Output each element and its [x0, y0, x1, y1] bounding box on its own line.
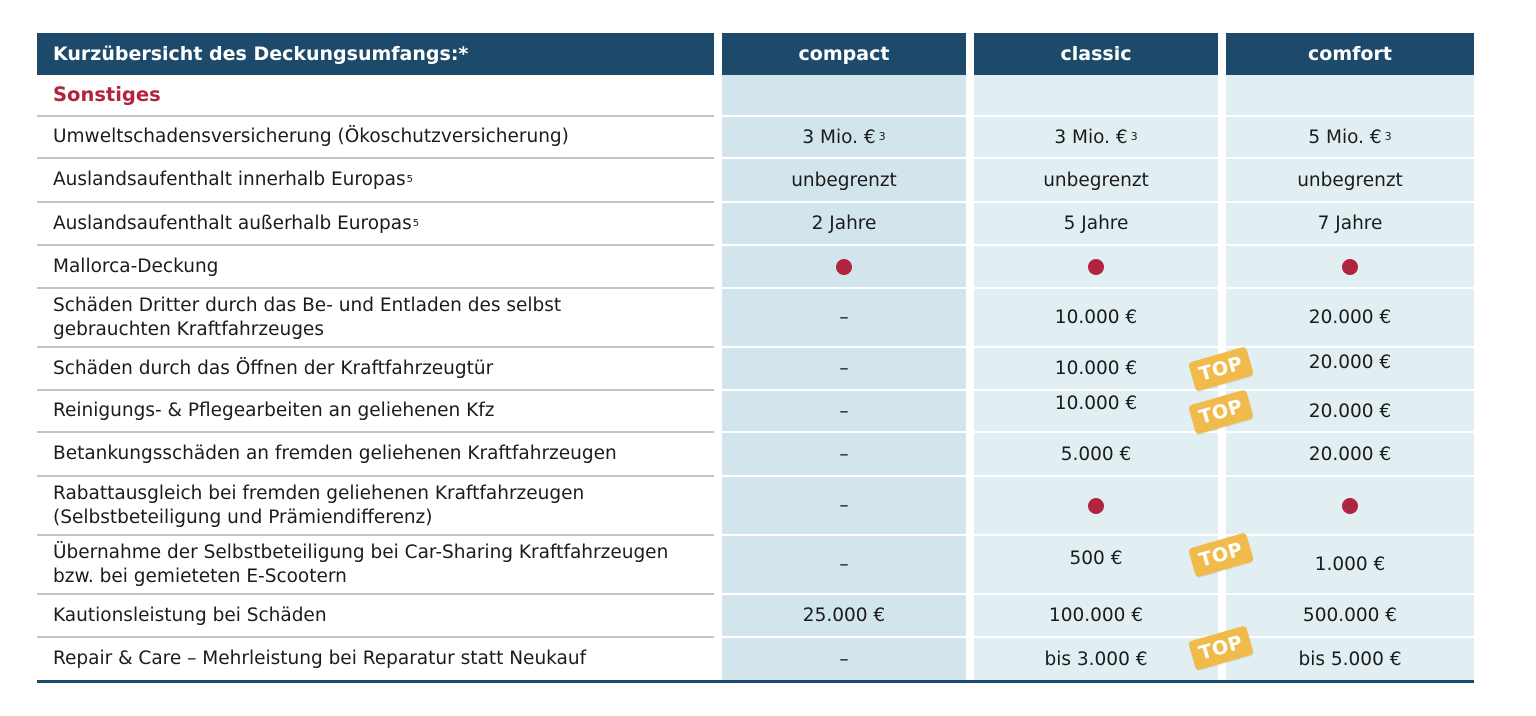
cell-classic: 10.000 €: [1054, 393, 1138, 414]
row-label: Schäden durch das Öffnen der Kraftfahrzeugtür: [53, 357, 494, 379]
table-row: [37, 159, 1474, 201]
cell-compact: 25.000 €: [802, 605, 886, 626]
row-label: [53, 477, 703, 534]
section-title: Sonstiges: [53, 83, 161, 106]
table-row: [37, 638, 1474, 680]
included-dot-icon: [1088, 498, 1104, 514]
row-label: Repair & Care – Mehrleistung bei Reparatur statt Neukauf: [53, 648, 587, 669]
cell-comfort: 20.000 €: [1308, 307, 1392, 328]
cell-comfort: unbegrenzt: [1297, 169, 1403, 191]
top-badge-icon: TOP: [1188, 389, 1254, 434]
cell-compact: –: [839, 648, 849, 670]
plan-header-compact: compact: [722, 33, 966, 75]
cell-classic: 5 Jahre: [1063, 213, 1129, 234]
cell-classic: 100.000 €: [1048, 605, 1144, 626]
cell-comfort: [1226, 477, 1474, 534]
cell-classic: [974, 477, 1218, 534]
row-label: [53, 536, 703, 593]
row-label-text: Auslandsaufenthalt innerhalb Europas: [53, 169, 406, 190]
cell-classic: 500 €: [1069, 548, 1123, 569]
cell-comfort: 20.000 €: [1308, 443, 1392, 465]
table-row: [37, 117, 1474, 157]
cell-compact: –: [839, 307, 849, 328]
cell-comfort: 20.000 €: [1308, 352, 1392, 373]
cell-compact: 3 Mio. € 3: [802, 126, 886, 148]
cell-classic: unbegrenzt: [1043, 169, 1149, 191]
table-row: [37, 289, 1474, 346]
row-label: Kautionsleistung bei Schäden: [53, 604, 327, 626]
top-badge-icon: TOP: [1188, 532, 1254, 577]
table-row: [37, 391, 1474, 431]
cell-classic: 3 Mio. € 3: [1054, 126, 1138, 148]
row-label-line1: Übernahme der Selbstbeteiligung bei Car-Sharing Kraftfahrzeugen: [53, 541, 669, 563]
cell-comfort: 1.000 €: [1314, 554, 1386, 575]
row-label: Mallorca-Deckung: [53, 255, 219, 277]
row-label: Reinigungs- & Pflegearbeiten an geliehenen Kfz: [53, 400, 495, 421]
included-dot-icon: [1342, 259, 1358, 275]
cell-comfort: 20.000 €: [1308, 400, 1392, 422]
cell-compact: –: [839, 495, 849, 516]
plan-header-classic: classic: [974, 33, 1218, 75]
table-row: [37, 595, 1474, 636]
section-row: [37, 75, 1474, 115]
row-label: Umweltschadensversicherung (Ökoschutzversicherung): [53, 126, 569, 147]
table-row: [37, 348, 1474, 389]
cell-value: 3 Mio. €: [1054, 126, 1128, 148]
table-row: [37, 246, 1474, 287]
top-badge-icon: TOP: [1188, 625, 1254, 670]
row-label-line1: Rabattausgleich bei fremden geliehenen Kraftfahrzeugen: [53, 482, 585, 504]
row-label-line1: Schäden Dritter durch das Be- und Entladen des selbst: [53, 294, 562, 316]
cell-compact: –: [839, 358, 849, 379]
cell-compact: 2 Jahre: [811, 213, 877, 234]
cell-classic: 10.000 €: [1054, 358, 1138, 379]
table-row: [37, 536, 1474, 593]
row-label: Auslandsaufenthalt innerhalb Europas 5: [53, 169, 413, 190]
cell-comfort: bis 5.000 €: [1298, 648, 1402, 670]
header-title: Kurzübersicht des Deckungsumfangs:*: [37, 33, 714, 75]
cell-classic: [974, 246, 1218, 287]
cell-compact: –: [839, 400, 849, 422]
table-row: [37, 477, 1474, 534]
row-label-line2: gebrauchten Kraftfahrzeuges: [53, 318, 324, 340]
cell-comfort: 5 Mio. € 3: [1308, 126, 1392, 148]
row-label-line2: bzw. bei gemieteten E-Scootern: [53, 565, 347, 587]
cell-comfort: 7 Jahre: [1317, 213, 1383, 234]
cell-compact: [722, 246, 966, 287]
table-bottom-rule: [37, 680, 1474, 683]
cell-comfort: 500.000 €: [1302, 605, 1398, 626]
row-label-text: Auslandsaufenthalt außerhalb Europas: [53, 212, 412, 234]
table-row: [37, 203, 1474, 244]
row-label: Betankungsschäden an fremden geliehenen Kraftfahrzeugen: [53, 443, 617, 464]
top-badge-icon: TOP: [1188, 346, 1254, 391]
cell-compact: –: [839, 554, 849, 575]
cell-classic: bis 3.000 €: [1044, 648, 1148, 670]
cell-comfort: [1226, 246, 1474, 287]
cell-classic: 5.000 €: [1060, 443, 1132, 465]
cell-compact: unbegrenzt: [791, 169, 897, 191]
cell-compact: –: [839, 443, 849, 465]
row-label-line2: (Selbstbeteiligung und Prämiendifferenz): [53, 506, 433, 528]
cell-value: 5 Mio. €: [1308, 126, 1382, 148]
cell-classic: 10.000 €: [1054, 307, 1138, 328]
plan-header-comfort: comfort: [1226, 33, 1474, 75]
included-dot-icon: [1342, 498, 1358, 514]
row-label: Auslandsaufenthalt außerhalb Europas 5: [53, 212, 420, 234]
table-row: [37, 433, 1474, 475]
cell-value: 3 Mio. €: [802, 126, 876, 148]
row-label: [53, 289, 703, 346]
included-dot-icon: [836, 259, 852, 275]
included-dot-icon: [1088, 259, 1104, 275]
